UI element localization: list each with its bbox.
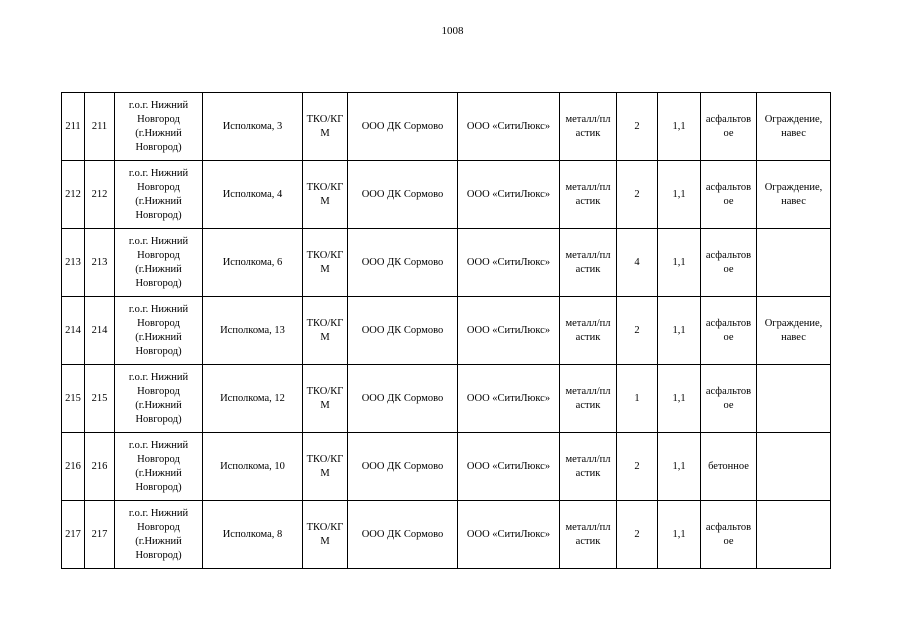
surface-type-cell-line: асфальтов	[705, 181, 752, 193]
table-row	[62, 93, 831, 161]
locality-cell	[115, 229, 203, 297]
waste-type-cell-line: М	[320, 331, 330, 343]
locality-cell-line: г.о.г. Нижний	[128, 99, 189, 111]
surface-type-cell-line: асфальтов	[705, 249, 752, 261]
owner-cell: ООО ДК Сормово	[348, 365, 458, 433]
container-material-cell-line: металл/пл	[565, 317, 611, 329]
locality-cell-line: г.о.г. Нижний	[128, 167, 189, 179]
operator-cell: ООО «СитиЛюкс»	[458, 297, 560, 365]
equipment-cell	[757, 93, 831, 161]
surface-type-cell	[701, 93, 757, 161]
waste-type-cell-line: ТКО/КГ	[306, 521, 344, 533]
table-row	[62, 297, 831, 365]
surface-type-cell-line: ое	[723, 127, 734, 139]
site-number-cell: 216	[85, 433, 115, 501]
locality-cell	[115, 433, 203, 501]
surface-type-cell	[701, 161, 757, 229]
waste-type-cell	[303, 161, 348, 229]
owner-cell: ООО ДК Сормово	[348, 229, 458, 297]
equipment-cell	[757, 229, 831, 297]
locality-cell-line: Новгород	[137, 113, 180, 125]
street-address-cell: Исполкома, 13	[203, 297, 303, 365]
locality-cell-line: Новгород)	[135, 549, 182, 561]
site-number-cell: 214	[85, 297, 115, 365]
locality-cell-line: г.о.г. Нижний	[128, 235, 189, 247]
table-row	[62, 161, 831, 229]
container-count-cell: 2	[617, 297, 658, 365]
waste-type-cell-line: М	[320, 467, 330, 479]
locality-cell-line: (г.Нижний	[135, 263, 182, 275]
waste-type-cell-line: ТКО/КГ	[306, 453, 344, 465]
container-material-cell	[560, 297, 617, 365]
container-material-cell-line: астик	[575, 399, 601, 411]
container-material-cell-line: астик	[575, 263, 601, 275]
locality-cell-line: Новгород	[137, 249, 180, 261]
street-address-cell: Исполкома, 6	[203, 229, 303, 297]
row-number-cell: 215	[62, 365, 85, 433]
street-address-cell: Исполкома, 4	[203, 161, 303, 229]
locality-cell-line: Новгород	[137, 181, 180, 193]
owner-cell: ООО ДК Сормово	[348, 161, 458, 229]
container-volume-cell: 1,1	[658, 93, 701, 161]
equipment-cell	[757, 365, 831, 433]
owner-cell: ООО ДК Сормово	[348, 501, 458, 569]
locality-cell-line: г.о.г. Нижний	[128, 439, 189, 451]
container-material-cell-line: металл/пл	[565, 249, 611, 261]
waste-type-cell-line: ТКО/КГ	[306, 317, 344, 329]
container-material-cell-line: астик	[575, 535, 601, 547]
container-material-cell	[560, 433, 617, 501]
row-number-cell: 214	[62, 297, 85, 365]
container-material-cell-line: металл/пл	[565, 113, 611, 125]
equipment-cell	[757, 161, 831, 229]
surface-type-cell-line: ое	[723, 331, 734, 343]
locality-cell-line: (г.Нижний	[135, 331, 182, 343]
equipment-cell-line: Ограждение,	[764, 317, 823, 329]
waste-type-cell-line: М	[320, 127, 330, 139]
locality-cell-line: Новгород)	[135, 209, 182, 221]
row-number-cell: 212	[62, 161, 85, 229]
waste-type-cell-line: М	[320, 195, 330, 207]
container-volume-cell: 1,1	[658, 501, 701, 569]
container-material-cell	[560, 365, 617, 433]
equipment-cell	[757, 297, 831, 365]
equipment-cell-line: навес	[781, 331, 806, 343]
waste-type-cell	[303, 433, 348, 501]
waste-type-cell	[303, 229, 348, 297]
equipment-cell	[757, 433, 831, 501]
operator-cell: ООО «СитиЛюкс»	[458, 93, 560, 161]
surface-type-cell	[701, 297, 757, 365]
waste-type-cell-line: ТКО/КГ	[306, 385, 344, 397]
waste-type-cell-line: ТКО/КГ	[306, 249, 344, 261]
container-material-cell	[560, 229, 617, 297]
surface-type-cell	[701, 433, 757, 501]
container-material-cell-line: металл/пл	[565, 521, 611, 533]
waste-type-cell	[303, 501, 348, 569]
container-material-cell-line: астик	[575, 467, 601, 479]
locality-cell-line: Новгород)	[135, 481, 182, 493]
equipment-cell-line: навес	[781, 127, 806, 139]
locality-cell-line: Новгород	[137, 385, 180, 397]
equipment-cell	[757, 501, 831, 569]
waste-type-cell-line: ТКО/КГ	[306, 113, 344, 125]
container-count-cell: 2	[617, 161, 658, 229]
container-count-cell: 2	[617, 433, 658, 501]
site-number-cell: 213	[85, 229, 115, 297]
waste-type-cell	[303, 365, 348, 433]
equipment-cell-line: Ограждение,	[764, 113, 823, 125]
locality-cell	[115, 365, 203, 433]
site-number-cell: 217	[85, 501, 115, 569]
container-material-cell	[560, 93, 617, 161]
container-volume-cell: 1,1	[658, 433, 701, 501]
surface-type-cell-line: асфальтов	[705, 113, 752, 125]
street-address-cell: Исполкома, 8	[203, 501, 303, 569]
container-sites-table	[61, 92, 831, 569]
surface-type-cell	[701, 229, 757, 297]
table-row	[62, 433, 831, 501]
row-number-cell: 213	[62, 229, 85, 297]
container-volume-cell: 1,1	[658, 161, 701, 229]
table-row	[62, 365, 831, 433]
locality-cell-line: (г.Нижний	[135, 467, 182, 479]
street-address-cell: Исполкома, 12	[203, 365, 303, 433]
container-volume-cell: 1,1	[658, 229, 701, 297]
container-material-cell-line: астик	[575, 127, 601, 139]
container-count-cell: 2	[617, 501, 658, 569]
surface-type-cell-line: бетонное	[708, 460, 749, 472]
waste-type-cell-line: М	[320, 535, 330, 547]
waste-type-cell-line: М	[320, 263, 330, 275]
surface-type-cell-line: асфальтов	[705, 317, 752, 329]
container-material-cell	[560, 161, 617, 229]
surface-type-cell-line: ое	[723, 399, 734, 411]
row-number-cell: 216	[62, 433, 85, 501]
container-count-cell: 4	[617, 229, 658, 297]
container-material-cell-line: металл/пл	[565, 385, 611, 397]
site-number-cell: 212	[85, 161, 115, 229]
locality-cell-line: (г.Нижний	[135, 399, 182, 411]
equipment-cell-line: Ограждение,	[764, 181, 823, 193]
locality-cell-line: Новгород)	[135, 141, 182, 153]
locality-cell	[115, 93, 203, 161]
site-number-cell: 211	[85, 93, 115, 161]
surface-type-cell-line: ое	[723, 263, 734, 275]
locality-cell-line: (г.Нижний	[135, 195, 182, 207]
street-address-cell: Исполкома, 10	[203, 433, 303, 501]
container-volume-cell: 1,1	[658, 297, 701, 365]
street-address-cell: Исполкома, 3	[203, 93, 303, 161]
row-number-cell: 211	[62, 93, 85, 161]
container-material-cell-line: металл/пл	[565, 181, 611, 193]
row-number-cell: 217	[62, 501, 85, 569]
surface-type-cell-line: асфальтов	[705, 385, 752, 397]
locality-cell-line: Новгород)	[135, 345, 182, 357]
owner-cell: ООО ДК Сормово	[348, 433, 458, 501]
waste-type-cell	[303, 93, 348, 161]
locality-cell-line: г.о.г. Нижний	[128, 303, 189, 315]
locality-cell-line: (г.Нижний	[135, 127, 182, 139]
locality-cell-line: г.о.г. Нижний	[128, 507, 189, 519]
surface-type-cell-line: ое	[723, 535, 734, 547]
surface-type-cell	[701, 365, 757, 433]
owner-cell: ООО ДК Сормово	[348, 297, 458, 365]
page-number: 1008	[441, 25, 464, 37]
waste-type-cell-line: ТКО/КГ	[306, 181, 344, 193]
owner-cell: ООО ДК Сормово	[348, 93, 458, 161]
locality-cell	[115, 297, 203, 365]
locality-cell-line: Новгород	[137, 521, 180, 533]
operator-cell: ООО «СитиЛюкс»	[458, 433, 560, 501]
operator-cell: ООО «СитиЛюкс»	[458, 229, 560, 297]
surface-type-cell-line: ое	[723, 195, 734, 207]
container-count-cell: 1	[617, 365, 658, 433]
container-material-cell	[560, 501, 617, 569]
locality-cell-line: г.о.г. Нижний	[128, 371, 189, 383]
locality-cell-line: (г.Нижний	[135, 535, 182, 547]
table-row	[62, 229, 831, 297]
locality-cell	[115, 161, 203, 229]
container-count-cell: 2	[617, 93, 658, 161]
locality-cell-line: Новгород)	[135, 277, 182, 289]
locality-cell-line: Новгород)	[135, 413, 182, 425]
waste-type-cell	[303, 297, 348, 365]
surface-type-cell-line: асфальтов	[705, 521, 752, 533]
container-material-cell-line: астик	[575, 195, 601, 207]
equipment-cell-line: навес	[781, 195, 806, 207]
surface-type-cell	[701, 501, 757, 569]
operator-cell: ООО «СитиЛюкс»	[458, 501, 560, 569]
container-material-cell-line: металл/пл	[565, 453, 611, 465]
site-number-cell: 215	[85, 365, 115, 433]
locality-cell-line: Новгород	[137, 453, 180, 465]
container-volume-cell: 1,1	[658, 365, 701, 433]
operator-cell: ООО «СитиЛюкс»	[458, 161, 560, 229]
operator-cell: ООО «СитиЛюкс»	[458, 365, 560, 433]
table-row	[62, 501, 831, 569]
container-material-cell-line: астик	[575, 331, 601, 343]
locality-cell-line: Новгород	[137, 317, 180, 329]
locality-cell	[115, 501, 203, 569]
waste-type-cell-line: М	[320, 399, 330, 411]
